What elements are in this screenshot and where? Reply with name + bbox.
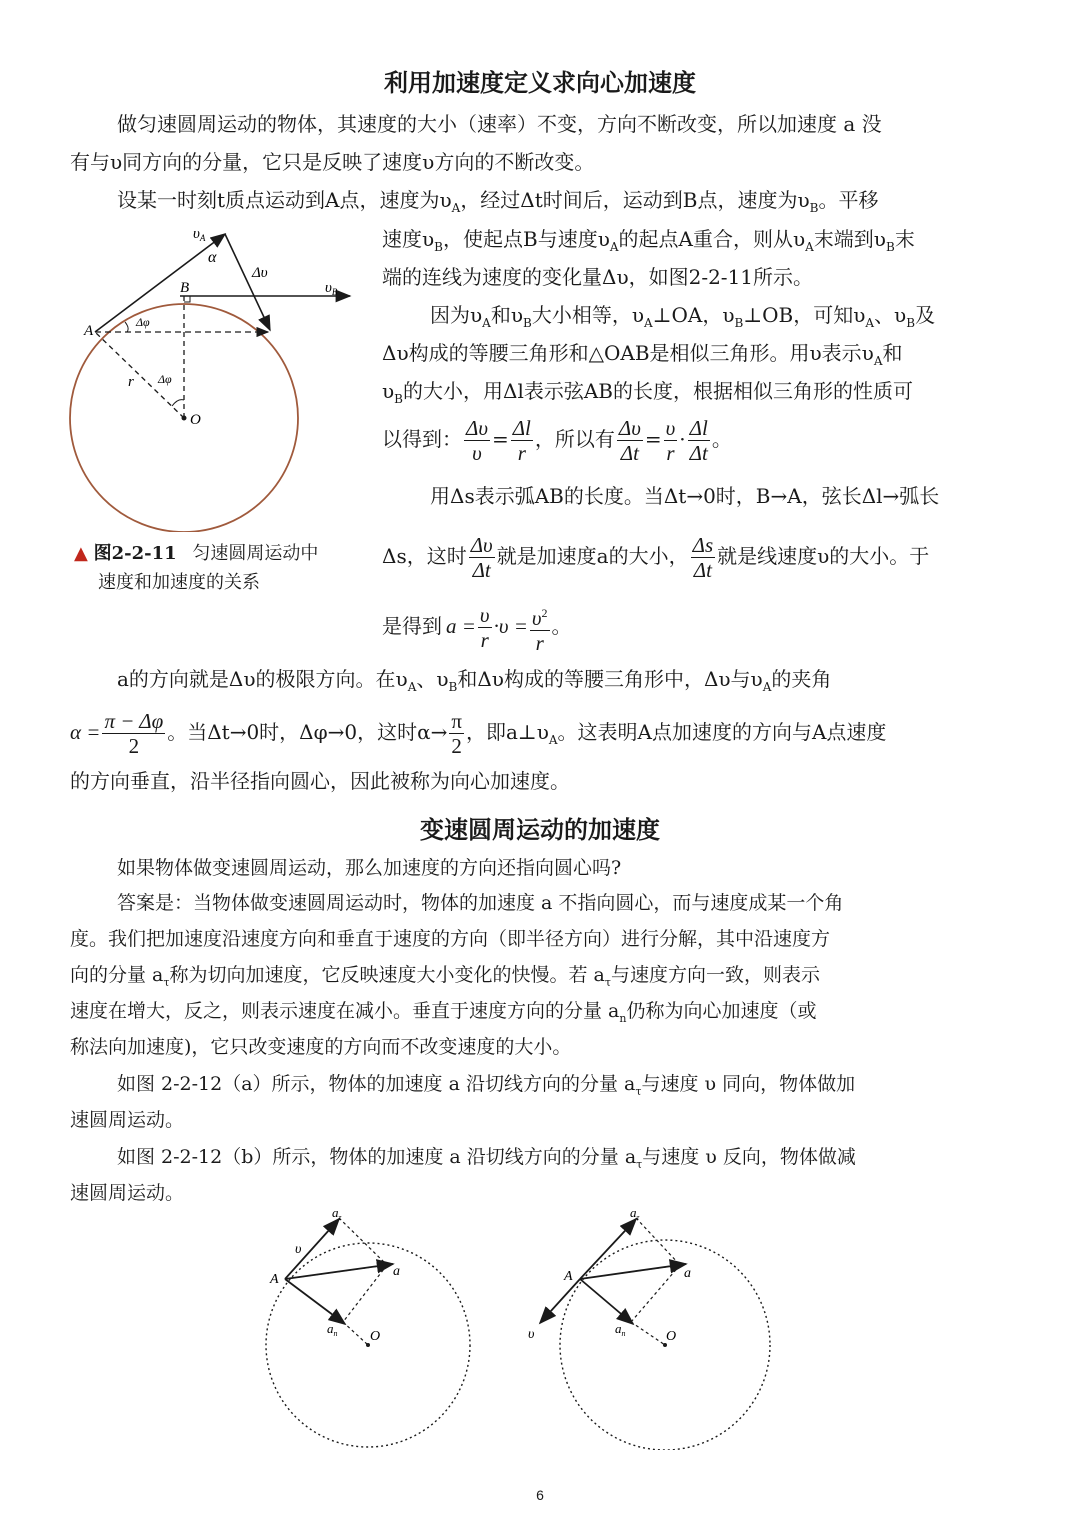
figure-2-2-11	[60, 222, 360, 532]
figure-caption-2: 速度和加速度的关系	[98, 572, 260, 593]
label-a: a	[684, 1266, 691, 1281]
paragraph-line: 的方向垂直，沿半径指向圆心，因此被称为向心加速度。	[70, 769, 570, 793]
label-alpha: α	[208, 249, 217, 266]
formula-line: α = $\frac{\pi - \Delta\varphi}{2}$ 。当Δt→0时，Δφ→0，这时α→ $\frac{\pi}{2}$ ，即$a\perp\upsilon_A$。这表明A点加速度的方向与A点速度	[70, 709, 887, 758]
an-arrow	[580, 1279, 633, 1324]
label-v: υ	[528, 1327, 535, 1342]
label-vA: $\upsilon_A$	[193, 226, 206, 243]
label-v: υ	[295, 1242, 302, 1257]
paragraph-line: 向的分量 $a_\tau$称为切向加速度，它反映速度大小变化的快慢。若 $a_\tau$与速度方向一致，则表示	[70, 964, 820, 989]
formula-line: 是得到 a = $\frac{\upsilon}{r}$ ·υ = $\frac{\upsilon^2}{r}$ 。	[382, 596, 572, 656]
figure-caption: ▲ 图2-2-11 匀速圆周运动中	[74, 543, 319, 564]
vA-arrow	[95, 234, 225, 332]
an-arrow	[285, 1279, 345, 1324]
delta-v-arrow	[225, 234, 270, 330]
section-title-2: 变速圆周运动的加速度	[420, 816, 660, 844]
paragraph-line: 因为$\upsilon_A$和$\upsilon_B$大小相等，$\upsilon_A\perp OA$，$\upsilon_B\perp OB$，可知$\upsilon_A$、$\upsilon_B$及	[430, 303, 936, 330]
label-r: r	[128, 374, 134, 390]
label-an: $a_n$	[615, 1321, 626, 1338]
section-title-1: 利用加速度定义求向心加速度	[384, 69, 696, 97]
paragraph-line: 有与υ同方向的分量，它只是反映了速度υ方向的不断改变。	[70, 150, 595, 174]
label-O: O	[190, 412, 201, 428]
page-number: 6	[536, 1487, 544, 1503]
paragraph-line: Δυ构成的等腰三角形和△OAB是相似三角形。用υ表示$\upsilon_A$和	[382, 341, 903, 368]
label-A: A	[270, 1272, 279, 1287]
label-an: $a_n$	[327, 1321, 338, 1338]
paragraph-line: 称法向加速度)，它只改变速度的方向而不改变速度的大小。	[70, 1036, 572, 1058]
label-A: A	[84, 323, 94, 339]
paragraph-line: 速度在增大，反之，则表示速度在减小。垂直于速度方向的分量 $a_n$仍称为向心加速度（或	[70, 1000, 817, 1025]
label-A: A	[564, 1269, 573, 1284]
paragraph-line: 如图 2-2-12（b）所示，物体的加速度 a 沿切线方向的分量 $a_\tau$与速度 υ 反向，物体做减	[117, 1146, 856, 1171]
paragraph-line: 答案是：当物体做变速圆周运动时，物体的加速度 a 不指向圆心，而与速度成某一个角	[117, 892, 844, 914]
label-dphi2: Δφ	[158, 372, 172, 386]
paragraph-line: 速圆周运动。	[70, 1182, 185, 1204]
label-O: O	[666, 1329, 677, 1344]
paragraph-line: 速度$\upsilon_B$，使起点B与速度$\upsilon_A$的起点A重合，则从$\upsilon_A$末端到$\upsilon_B$末	[382, 227, 915, 254]
a-arrow	[580, 1264, 686, 1279]
label-vB: $\upsilon_B$	[325, 280, 338, 297]
at-arrow	[580, 1219, 636, 1279]
label-at: $a_\tau$	[630, 1205, 640, 1222]
label-O: O	[370, 1329, 381, 1344]
paragraph-line: 速圆周运动。	[70, 1109, 185, 1131]
paragraph-line: 如图 2-2-12（a）所示，物体的加速度 a 沿切线方向的分量 $a_\tau$与速度 υ 同向，物体做加	[117, 1073, 856, 1098]
at-arrow	[285, 1219, 339, 1279]
paragraph-line: 度。我们把加速度沿速度方向和垂直于速度的方向（即半径方向）进行分解，其中沿速度方	[70, 928, 831, 950]
a-arrow	[285, 1264, 393, 1279]
label-at: $a_\tau$	[332, 1205, 342, 1222]
paragraph-line: 用Δs表示弧AB的长度。当Δt→0时，B→A，弦长Δl→弧长	[430, 484, 940, 508]
formula-line: 以得到： $\frac{\Delta\upsilon}{\upsilon}$ = $\frac{\Delta l}{r}$ ，所以有 $\frac{\Delta\upsilon}{\Delta t}$ = $\frac{\upsilon}{r}$ · $\frac{\Delta l}{\Delta t}$ 。	[382, 416, 732, 465]
paragraph-line: 端的连线为速度的变化量Δυ，如图2-2-11所示。	[382, 265, 814, 289]
label-dv: Δυ	[252, 265, 268, 281]
paragraph-line: 如果物体做变速圆周运动，那么加速度的方向还指向圆心吗?	[117, 857, 622, 879]
formula-line: Δs，这时 $\frac{\Delta\upsilon}{\Delta t}$ 就是加速度a的大小， $\frac{\Delta s}{\Delta t}$ 就是线速度υ的大小。于	[382, 533, 930, 582]
label-B: B	[180, 280, 190, 296]
label-dphi1: Δφ	[136, 315, 150, 329]
paragraph-line: 做匀速圆周运动的物体，其速度的大小（速率）不变，方向不断改变，所以加速度 a 没	[117, 112, 882, 136]
paragraph-line: $\upsilon_B$的大小，用Δl表示弦AB的长度，根据相似三角形的性质可	[382, 379, 913, 406]
paragraph-line: 设某一时刻t质点运动到A点，速度为$\upsilon_A$，经过Δt时间后，运动到B点，速度为$\upsilon_B$。平移	[117, 188, 879, 215]
figure-2-2-12a	[255, 1205, 485, 1450]
label-a: a	[393, 1264, 400, 1279]
figure-2-2-12b	[520, 1205, 780, 1450]
paragraph-line: a的方向就是Δυ的极限方向。在$\upsilon_A$、$\upsilon_B$和Δυ构成的等腰三角形中，Δυ与$\upsilon_A$的夹角	[117, 667, 832, 694]
v-arrow	[540, 1279, 580, 1323]
